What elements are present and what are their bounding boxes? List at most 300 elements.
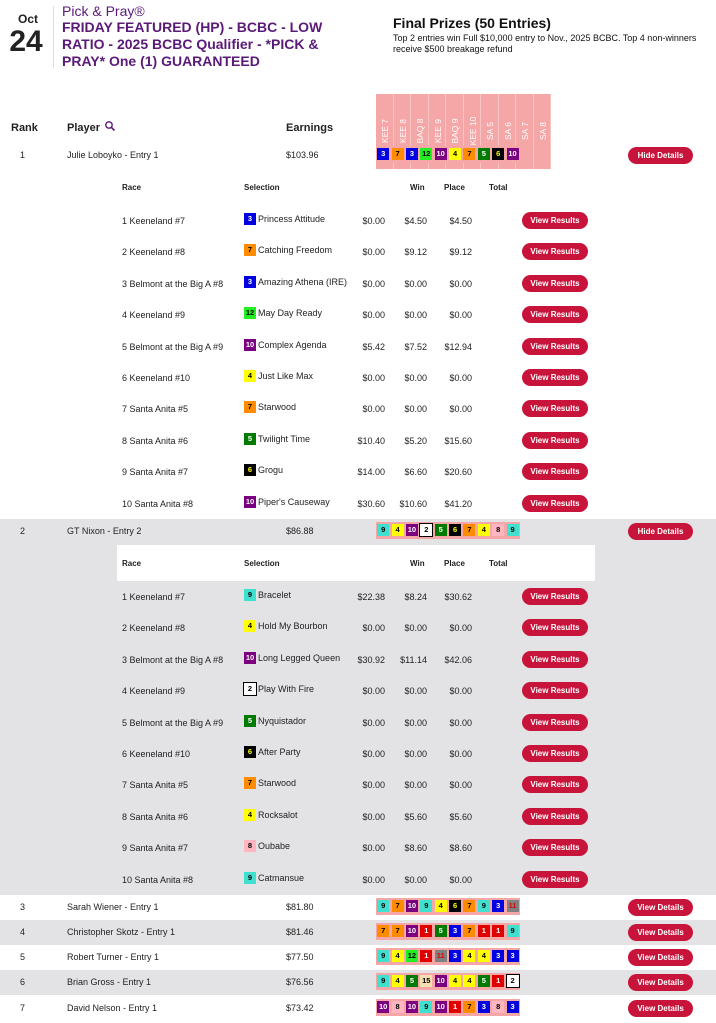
win-value: $0.00 xyxy=(362,623,385,634)
saddle-cloth-number: 7 xyxy=(463,1001,475,1013)
horse-name: Complex Agenda xyxy=(258,339,327,350)
table-row xyxy=(0,143,716,168)
selection-strip xyxy=(376,898,520,915)
detail-header-win: Win xyxy=(410,183,425,192)
place-value: $9.12 xyxy=(404,247,427,258)
saddle-cloth-number: 10 xyxy=(379,1002,388,1011)
saddle-cloth-number: 3 xyxy=(244,276,256,288)
win-value: $0.00 xyxy=(362,780,385,791)
saddle-cloth-number: 3 xyxy=(449,925,461,937)
saddle-cloth-number: 3 xyxy=(507,1001,519,1013)
player-name[interactable]: Robert Turner - Entry 1 xyxy=(67,952,160,962)
race-name: 5 Belmont at the Big A #9 xyxy=(122,341,224,352)
detail-header-race: Race xyxy=(122,559,142,568)
view-results-button[interactable]: View Results xyxy=(522,495,588,512)
saddle-cloth-number: 10 xyxy=(436,149,445,158)
saddle-cloth-number: 1 xyxy=(492,925,504,937)
win-value: $10.40 xyxy=(357,435,385,446)
detail-row xyxy=(117,206,595,237)
saddle-cloth-number: 6 xyxy=(449,900,461,912)
selection-cell xyxy=(244,715,306,727)
selection-cell xyxy=(244,401,296,413)
place-value: $0.00 xyxy=(404,717,427,728)
table-row xyxy=(0,970,716,995)
view-results-button[interactable]: View Results xyxy=(522,651,588,668)
saddle-cloth-number: 1 xyxy=(420,950,432,962)
selection-cell xyxy=(244,809,298,821)
total-value: $0.00 xyxy=(449,373,472,383)
saddle-cloth-number: 7 xyxy=(392,900,404,912)
race-name: 1 Keeneland #7 xyxy=(122,592,186,602)
saddle-cloth-number: 5 xyxy=(435,925,447,937)
horse-name: After Party xyxy=(258,747,301,757)
saddle-cloth-number: 12 xyxy=(407,951,417,960)
view-results-button[interactable]: View Results xyxy=(522,808,588,825)
saddle-cloth-number: 1 xyxy=(420,925,432,937)
selection-cell xyxy=(244,433,310,445)
saddle-cloth-number: 4 xyxy=(463,975,475,987)
total-value: $12.94 xyxy=(444,341,472,352)
win-value: $0.00 xyxy=(362,247,385,258)
win-value: $0.00 xyxy=(362,404,385,415)
hide-details-button[interactable]: Hide Details xyxy=(628,523,693,540)
total-value: $0.00 xyxy=(449,749,472,759)
detail-header-win: Win xyxy=(410,559,425,568)
win-value: $14.00 xyxy=(357,467,385,478)
saddle-cloth-number: 7 xyxy=(463,524,475,536)
details-panel xyxy=(117,545,595,581)
saddle-cloth-number: 6 xyxy=(492,148,504,160)
view-results-button[interactable]: View Results xyxy=(522,243,588,260)
total-value: $0.00 xyxy=(449,717,472,728)
race-column-label: BAQ 8 xyxy=(415,118,425,144)
race-column-label: KEE 7 xyxy=(380,118,390,144)
detail-row xyxy=(117,300,595,331)
saddle-cloth-number: 11 xyxy=(507,900,519,912)
saddle-cloth-number: 7 xyxy=(244,244,256,256)
detail-row xyxy=(117,865,595,896)
selection-cell xyxy=(244,276,347,288)
detail-header-total: Total xyxy=(489,559,508,568)
earnings-value: $76.56 xyxy=(286,977,314,987)
saddle-cloth-number: 9 xyxy=(244,872,256,884)
detail-header-race: Race xyxy=(122,183,142,192)
rank-value: 5 xyxy=(20,952,26,962)
saddle-cloth-number: 10 xyxy=(407,901,417,910)
prizes-description: Top 2 entries win Full $10,000 entry to Nov., 2025 BCBC. Top 4 non-winners receive $500 breakage refund xyxy=(393,33,697,54)
saddle-cloth-number: 4 xyxy=(478,524,490,536)
race-name: 10 Santa Anita #8 xyxy=(122,874,194,885)
win-value: $0.00 xyxy=(362,843,385,854)
saddle-cloth-number: 10 xyxy=(436,976,445,985)
saddle-cloth-number: 7 xyxy=(244,777,256,789)
saddle-cloth-number: 4 xyxy=(392,950,404,962)
race-name: 5 Belmont at the Big A #9 xyxy=(122,717,224,728)
detail-row xyxy=(117,802,595,833)
selection-cell xyxy=(244,683,314,695)
place-value: $7.52 xyxy=(404,341,427,352)
selection-cell xyxy=(244,620,328,632)
saddle-cloth-number: 4 xyxy=(478,950,490,962)
view-results-button[interactable]: View Results xyxy=(522,338,588,355)
saddle-cloth-number: 4 xyxy=(392,975,404,987)
horse-name: Nyquistador xyxy=(258,715,307,726)
detail-row xyxy=(117,237,595,268)
saddle-cloth-number: 8 xyxy=(492,524,504,536)
win-value: $30.60 xyxy=(357,498,385,509)
place-value: $10.60 xyxy=(399,498,427,509)
selection-cell xyxy=(244,496,330,508)
place-value: $0.00 xyxy=(404,310,427,321)
place-value: $0.00 xyxy=(404,404,427,415)
race-column-label: SA 7 xyxy=(520,122,530,140)
horse-name: Grogu xyxy=(258,465,284,476)
race-column-label: KEE 10 xyxy=(467,116,478,146)
rank-value: 6 xyxy=(20,977,26,987)
view-results-button[interactable]: View Results xyxy=(522,682,588,699)
earnings-value: $77.50 xyxy=(286,952,314,962)
saddle-cloth-number: 4 xyxy=(435,900,447,912)
earnings-value: $81.80 xyxy=(286,902,314,912)
detail-row xyxy=(117,582,595,613)
total-value: $8.60 xyxy=(449,843,472,854)
detail-row xyxy=(117,645,595,676)
race-name: 1 Keeneland #7 xyxy=(122,216,186,226)
horse-name: Catching Freedom xyxy=(258,245,333,256)
win-value: $0.00 xyxy=(362,811,385,822)
horse-name: Rocksalot xyxy=(258,809,298,820)
view-results-button[interactable]: View Results xyxy=(522,306,588,323)
player-header[interactable]: Player xyxy=(67,122,101,134)
saddle-cloth-number: 5 xyxy=(478,975,490,987)
race-name: 3 Belmont at the Big A #8 xyxy=(122,654,224,665)
selection-cell xyxy=(244,307,322,319)
place-value: $11.14 xyxy=(400,654,427,665)
race-column-label: KEE 8 xyxy=(397,118,408,144)
view-details-button[interactable]: View Details xyxy=(628,899,693,916)
total-value: $0.00 xyxy=(449,686,472,697)
race-name: 6 Keeneland #10 xyxy=(122,373,191,383)
race-name: 4 Keeneland #9 xyxy=(122,686,186,697)
win-value: $0.00 xyxy=(362,686,385,697)
brand-name: Pick & Pray® xyxy=(62,3,145,19)
saddle-cloth-number: 4 xyxy=(244,809,256,821)
saddle-cloth-number: 8 xyxy=(392,1001,404,1013)
saddle-cloth-number: 6 xyxy=(244,746,256,758)
detail-row xyxy=(117,708,595,739)
saddle-cloth-number: 3 xyxy=(492,900,504,912)
table-row xyxy=(0,945,716,970)
earnings-value: $86.88 xyxy=(286,526,314,536)
hide-details-button[interactable]: Hide Details xyxy=(628,147,693,164)
race-column-label: SA 8 xyxy=(537,122,548,140)
rank-value: 2 xyxy=(20,526,26,536)
race-name: 6 Keeneland #10 xyxy=(122,749,191,759)
race-column-label: KEE 9 xyxy=(432,118,443,144)
detail-row xyxy=(117,676,595,707)
view-results-button[interactable]: View Results xyxy=(522,400,588,417)
saddle-cloth-number: 12 xyxy=(245,308,255,318)
table-row xyxy=(0,895,716,920)
detail-row xyxy=(117,269,595,300)
contest-title: FRIDAY FEATURED (HP) - BCBC - LOW RATIO - 2025 BCBC Qualifier - *PICK & PRAY* One (1) GUARANTEED xyxy=(62,19,323,69)
rank-header: Rank xyxy=(11,122,38,134)
saddle-cloth-number: 10 xyxy=(245,496,255,506)
view-results-button[interactable]: View Results xyxy=(522,369,588,386)
detail-row xyxy=(117,394,595,425)
player-name[interactable]: Julie Loboyko - Entry 1 xyxy=(67,150,159,160)
table-row xyxy=(0,920,716,945)
saddle-cloth-number: 4 xyxy=(392,524,404,536)
detail-header-selection: Selection xyxy=(244,559,280,568)
horse-name: Oubabe xyxy=(258,841,291,852)
saddle-cloth-number: 4 xyxy=(244,620,256,632)
saddle-cloth-number: 5 xyxy=(244,715,256,727)
saddle-cloth-number: 3 xyxy=(492,950,504,962)
saddle-cloth-number: 7 xyxy=(392,925,404,937)
saddle-cloth-number: 3 xyxy=(449,950,461,962)
saddle-cloth-number: 3 xyxy=(244,213,256,225)
selection-cell xyxy=(244,652,340,664)
win-value: $0.00 xyxy=(362,278,385,289)
view-results-button[interactable]: View Results xyxy=(522,432,588,449)
saddle-cloth-number: 7 xyxy=(244,401,256,413)
view-results-button[interactable]: View Results xyxy=(522,212,588,229)
horse-name: Starwood xyxy=(258,402,297,413)
view-results-button[interactable]: View Results xyxy=(522,588,588,605)
race-name: 2 Keeneland #8 xyxy=(122,623,186,634)
race-name: 3 Belmont at the Big A #8 xyxy=(122,278,224,289)
place-value: $8.24 xyxy=(404,592,427,602)
race-name: 4 Keeneland #9 xyxy=(122,310,186,321)
horse-name: Long Legged Queen xyxy=(258,652,341,663)
selection-strip xyxy=(376,999,520,1016)
header-divider xyxy=(53,6,54,68)
race-name: 8 Santa Anita #6 xyxy=(122,435,189,446)
view-results-button[interactable]: View Results xyxy=(522,839,588,856)
view-results-button[interactable]: View Results xyxy=(522,619,588,636)
total-value: $0.00 xyxy=(449,310,472,321)
table-row xyxy=(0,519,716,544)
total-value: $15.60 xyxy=(444,435,472,446)
win-value: $0.00 xyxy=(362,749,385,759)
total-value: $20.60 xyxy=(444,467,472,478)
saddle-cloth-number: 2 xyxy=(507,975,519,987)
rank-value: 1 xyxy=(20,150,26,160)
saddle-cloth-number: 9 xyxy=(244,589,256,601)
detail-header-place: Place xyxy=(444,183,465,192)
race-column-label: SA 6 xyxy=(502,122,513,140)
player-name[interactable]: GT Nixon - Entry 2 xyxy=(67,526,142,536)
saddle-cloth-number: 4 xyxy=(244,370,256,382)
place-value: $0.00 xyxy=(404,278,427,289)
saddle-cloth-number: 11 xyxy=(435,950,447,962)
view-results-button[interactable]: View Results xyxy=(522,745,588,762)
saddle-cloth-number: 10 xyxy=(245,652,255,662)
place-value: $0.00 xyxy=(404,874,427,885)
detail-row xyxy=(117,613,595,644)
saddle-cloth-number: 10 xyxy=(407,926,417,935)
total-value: $0.00 xyxy=(449,278,472,289)
saddle-cloth-number: 4 xyxy=(449,975,461,987)
selection-cell xyxy=(244,589,291,601)
saddle-cloth-number: 3 xyxy=(478,1001,490,1013)
saddle-cloth-number: 9 xyxy=(507,925,519,937)
saddle-cloth-number: 10 xyxy=(407,1002,417,1011)
saddle-cloth-number: 9 xyxy=(478,900,490,912)
earnings-header: Earnings xyxy=(286,122,334,134)
saddle-cloth-number: 1 xyxy=(478,925,490,937)
detail-row xyxy=(117,489,595,520)
view-results-button[interactable]: View Results xyxy=(522,776,588,793)
view-results-button[interactable]: View Results xyxy=(522,275,588,292)
saddle-cloth-number: 9 xyxy=(507,524,519,536)
horse-name: Princess Attitude xyxy=(258,214,326,224)
saddle-cloth-number: 7 xyxy=(463,900,475,912)
saddle-cloth-number: 10 xyxy=(508,149,517,158)
win-value: $0.00 xyxy=(362,216,385,226)
search-icon[interactable] xyxy=(104,119,116,137)
race-name: 8 Santa Anita #6 xyxy=(122,811,189,822)
total-value: $30.62 xyxy=(444,592,472,602)
place-value: $5.60 xyxy=(404,811,427,822)
saddle-cloth-number: 5 xyxy=(478,148,490,160)
race-name: 9 Santa Anita #7 xyxy=(122,467,189,478)
saddle-cloth-number: 10 xyxy=(407,525,417,534)
race-name: 9 Santa Anita #7 xyxy=(122,843,189,854)
horse-name: Hold My Bourbon xyxy=(258,621,328,632)
selection-cell xyxy=(244,872,304,884)
detail-header-place: Place xyxy=(444,559,465,568)
race-column-label: BAQ 9 xyxy=(450,118,460,144)
table-row xyxy=(0,996,716,1021)
saddle-cloth-number: 9 xyxy=(377,975,389,987)
horse-name: Amazing Athena (IRE) xyxy=(258,276,348,287)
view-results-button[interactable]: View Results xyxy=(522,714,588,731)
player-name[interactable]: David Nelson - Entry 1 xyxy=(67,1003,158,1013)
view-details-button[interactable]: View Details xyxy=(628,974,693,991)
detail-row xyxy=(117,426,595,457)
place-value: $0.00 xyxy=(404,686,427,697)
date-day: 24 xyxy=(9,25,43,58)
saddle-cloth-number: 7 xyxy=(392,148,404,160)
place-value: $4.50 xyxy=(404,216,427,226)
selection-cell xyxy=(244,746,301,758)
place-value: $0.00 xyxy=(404,749,427,759)
saddle-cloth-number: 6 xyxy=(244,464,256,476)
earnings-value: $81.46 xyxy=(286,927,314,937)
saddle-cloth-number: 5 xyxy=(435,524,447,536)
horse-name: Just Like Max xyxy=(258,371,314,381)
race-column-label: SA 5 xyxy=(485,122,495,140)
horse-name: Catmansue xyxy=(258,872,305,883)
saddle-cloth-number: 8 xyxy=(244,840,256,852)
detail-row xyxy=(117,833,595,864)
selection-cell xyxy=(244,213,325,225)
selection-cell xyxy=(244,840,290,852)
saddle-cloth-number: 7 xyxy=(463,148,475,160)
player-name[interactable]: Christopher Skotz - Entry 1 xyxy=(67,927,176,937)
saddle-cloth-number: 3 xyxy=(377,148,389,160)
saddle-cloth-number: 1 xyxy=(449,1001,461,1013)
total-value: $0.00 xyxy=(449,404,472,415)
win-value: $22.38 xyxy=(357,592,385,602)
race-name: 10 Santa Anita #8 xyxy=(122,498,194,509)
total-value: $42.06 xyxy=(444,654,472,665)
place-value: $0.00 xyxy=(404,373,427,383)
saddle-cloth-number: 15 xyxy=(422,976,431,985)
saddle-cloth-number: 10 xyxy=(245,339,255,349)
view-details-button[interactable]: View Details xyxy=(628,949,693,966)
rank-value: 4 xyxy=(20,927,26,937)
race-name: 7 Santa Anita #5 xyxy=(122,404,189,415)
horse-name: May Day Ready xyxy=(258,308,323,319)
place-value: $0.00 xyxy=(404,623,427,634)
view-details-button[interactable]: View Details xyxy=(628,1000,693,1017)
win-value: $0.00 xyxy=(362,717,385,728)
detail-header-total: Total xyxy=(489,183,508,192)
win-value: $0.00 xyxy=(362,874,385,885)
detail-row xyxy=(117,770,595,801)
saddle-cloth-number: 7 xyxy=(377,925,389,937)
total-value: $9.12 xyxy=(449,247,472,258)
detail-row xyxy=(117,332,595,363)
selection-strip xyxy=(376,948,520,965)
total-value: $0.00 xyxy=(449,780,472,791)
place-value: $5.20 xyxy=(404,435,427,446)
win-value: $0.00 xyxy=(362,373,385,383)
detail-row xyxy=(117,363,595,394)
rank-value: 3 xyxy=(20,902,26,912)
saddle-cloth-number: 6 xyxy=(449,524,461,536)
detail-row xyxy=(117,739,595,770)
horse-name: Twilight Time xyxy=(258,433,311,444)
saddle-cloth-number: 10 xyxy=(436,1002,445,1011)
win-value: $30.92 xyxy=(357,654,385,665)
player-name[interactable]: Brian Gross - Entry 1 xyxy=(67,977,152,987)
saddle-cloth-number: 4 xyxy=(463,950,475,962)
total-value: $4.50 xyxy=(449,216,472,226)
earnings-value: $103.96 xyxy=(286,150,319,160)
selection-cell xyxy=(244,244,332,256)
player-name[interactable]: Sarah Wiener - Entry 1 xyxy=(67,902,159,912)
rank-value: 7 xyxy=(20,1003,26,1013)
view-details-button[interactable]: View Details xyxy=(628,924,693,941)
view-results-button[interactable]: View Results xyxy=(522,871,588,888)
saddle-cloth-number: 4 xyxy=(449,148,461,160)
detail-header-selection: Selection xyxy=(244,183,280,192)
saddle-cloth-number: 2 xyxy=(420,524,432,536)
selection-strip xyxy=(376,146,520,163)
saddle-cloth-number: 8 xyxy=(492,1001,504,1013)
saddle-cloth-number: 5 xyxy=(244,433,256,445)
total-value: $41.20 xyxy=(444,498,472,509)
selection-strip xyxy=(376,522,520,539)
selection-strip xyxy=(376,923,520,940)
prizes-title: Final Prizes (50 Entries) xyxy=(393,15,551,31)
saddle-cloth-number: 3 xyxy=(406,148,418,160)
earnings-value: $73.42 xyxy=(286,1003,314,1013)
race-name: 7 Santa Anita #5 xyxy=(122,780,189,791)
saddle-cloth-number: 9 xyxy=(420,1001,432,1013)
horse-name: Play With Fire xyxy=(258,684,315,695)
place-value: $0.00 xyxy=(404,780,427,791)
selection-strip xyxy=(376,973,520,990)
view-results-button[interactable]: View Results xyxy=(522,463,588,480)
saddle-cloth-number: 7 xyxy=(463,925,475,937)
selection-cell xyxy=(244,777,296,789)
saddle-cloth-number: 1 xyxy=(492,975,504,987)
